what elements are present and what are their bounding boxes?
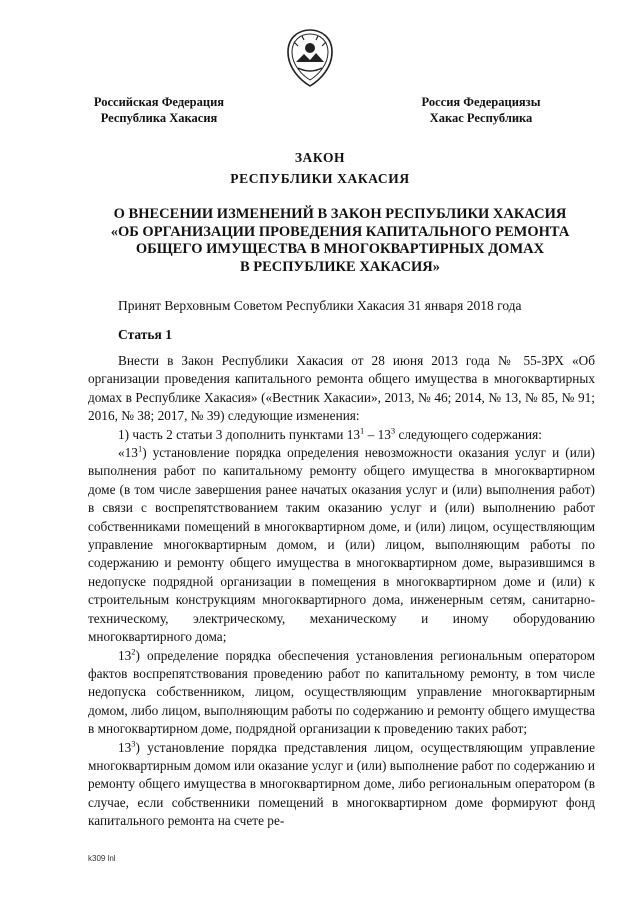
heading-line4: В РЕСПУБЛИКЕ ХАКАСИЯ» xyxy=(239,258,440,275)
paragraph-item-13-3: $13^3$) установление порядка представления лицом, осуществляющим управление многоквартирным домом или оказание услуг и (или) выполнение работ по содержанию и ремонту общего имущества в многоквартирном доме, либо региональным оператором (в случае, если собственники помещений в многоквартирном доме формируют фонд капитального ремонта на счете ре- xyxy=(88,738,595,829)
header-right xyxy=(396,94,566,126)
adoption-statement: Принят Верховным Советом Республики Хакасия 31 января 2018 года xyxy=(118,298,522,313)
paragraph-amendment-1: 1) часть 2 статьи 3 дополнить пунктами $13^1 - 13^3$ следующего содержания: xyxy=(118,425,542,442)
heading-line2: «ОБ ОРГАНИЗАЦИИ ПРОВЕДЕНИЯ КАПИТАЛЬНОГО РЕМОНТА xyxy=(110,223,570,240)
heading-line1: О ВНЕСЕНИИ ИЗМЕНЕНИЙ В ЗАКОН РЕСПУБЛИКИ ХАКАСИЯ xyxy=(113,206,567,222)
paragraph-intro: Внести в Закон Республики Хакасия от 28 июня 2013 года № 55-ЗРХ «Об организации проведения капитального ремонта общего имущества в многоквартирных домах в Республике Хакасия» («Вестник Хакасии», 2013, № 46; 2014, № 13, № 85, № 91; 2016, № 38; 2017, № 39) следующие изменения: xyxy=(88,353,595,424)
article-body xyxy=(88,352,595,831)
header-left-line1: Российская Федерация xyxy=(93,95,225,109)
header-right-line2: Хакас Республика xyxy=(429,111,533,125)
header-left-line2: Республика Хакасия xyxy=(100,111,218,125)
footer-code: k309 lnl xyxy=(88,854,116,863)
law-title-line2: РЕСПУБЛИКИ ХАКАСИЯ xyxy=(230,171,410,186)
law-title-line1: ЗАКОН xyxy=(294,150,346,165)
header-left xyxy=(74,94,244,126)
law-heading xyxy=(90,206,590,276)
paragraph-item-13-2: $13^2$) определение порядка обеспечения установления региональным оператором фактов воспрепятствования проведению работ по капитальному ремонту, в том числе недопуска собственником, лицом, осуществляющим управление многоквартирным домом, либо лицом, выполняющим работы по содержанию и ремонту общего имущества в многоквартирном доме, подрядной организации к проведению таких работ; xyxy=(88,646,595,737)
coat-of-arms-emblem xyxy=(284,28,336,88)
heading-line3: ОБЩЕГО ИМУЩЕСТВА В МНОГОКВАРТИРНЫХ ДОМАХ xyxy=(135,241,545,257)
header-right-line1: Россия Федерациязы xyxy=(421,95,541,109)
paragraph-item-13-1: «$13^1$) установление порядка определения невозможности оказания услуг и (или) выполнения работ по капитальному ремонту общего имущества в многоквартирном доме (в том числе завершения ранее начатых оказания услуг и (или) выполнения работ) в связи с воспрепятствованием таким оказанию услуг и (или) выполнению работ собственниками помещений в многоквартирном доме, и (или) лицом, осуществляющим управление многоквартирным домом, и (или) лицом, выполняющим работы по содержанию и ремонту общего имущества в многоквартирном доме, выразившимся в недопуске подрядной организации в помещения в многоквартирном доме и (или) к строительным конструкциям многоквартирного дома, инженерным сетям, санитарно-техническому, электрическому, механическому и иному оборудованию многоквартирного дома; xyxy=(88,443,595,645)
article-heading: Статья 1 xyxy=(118,327,172,342)
